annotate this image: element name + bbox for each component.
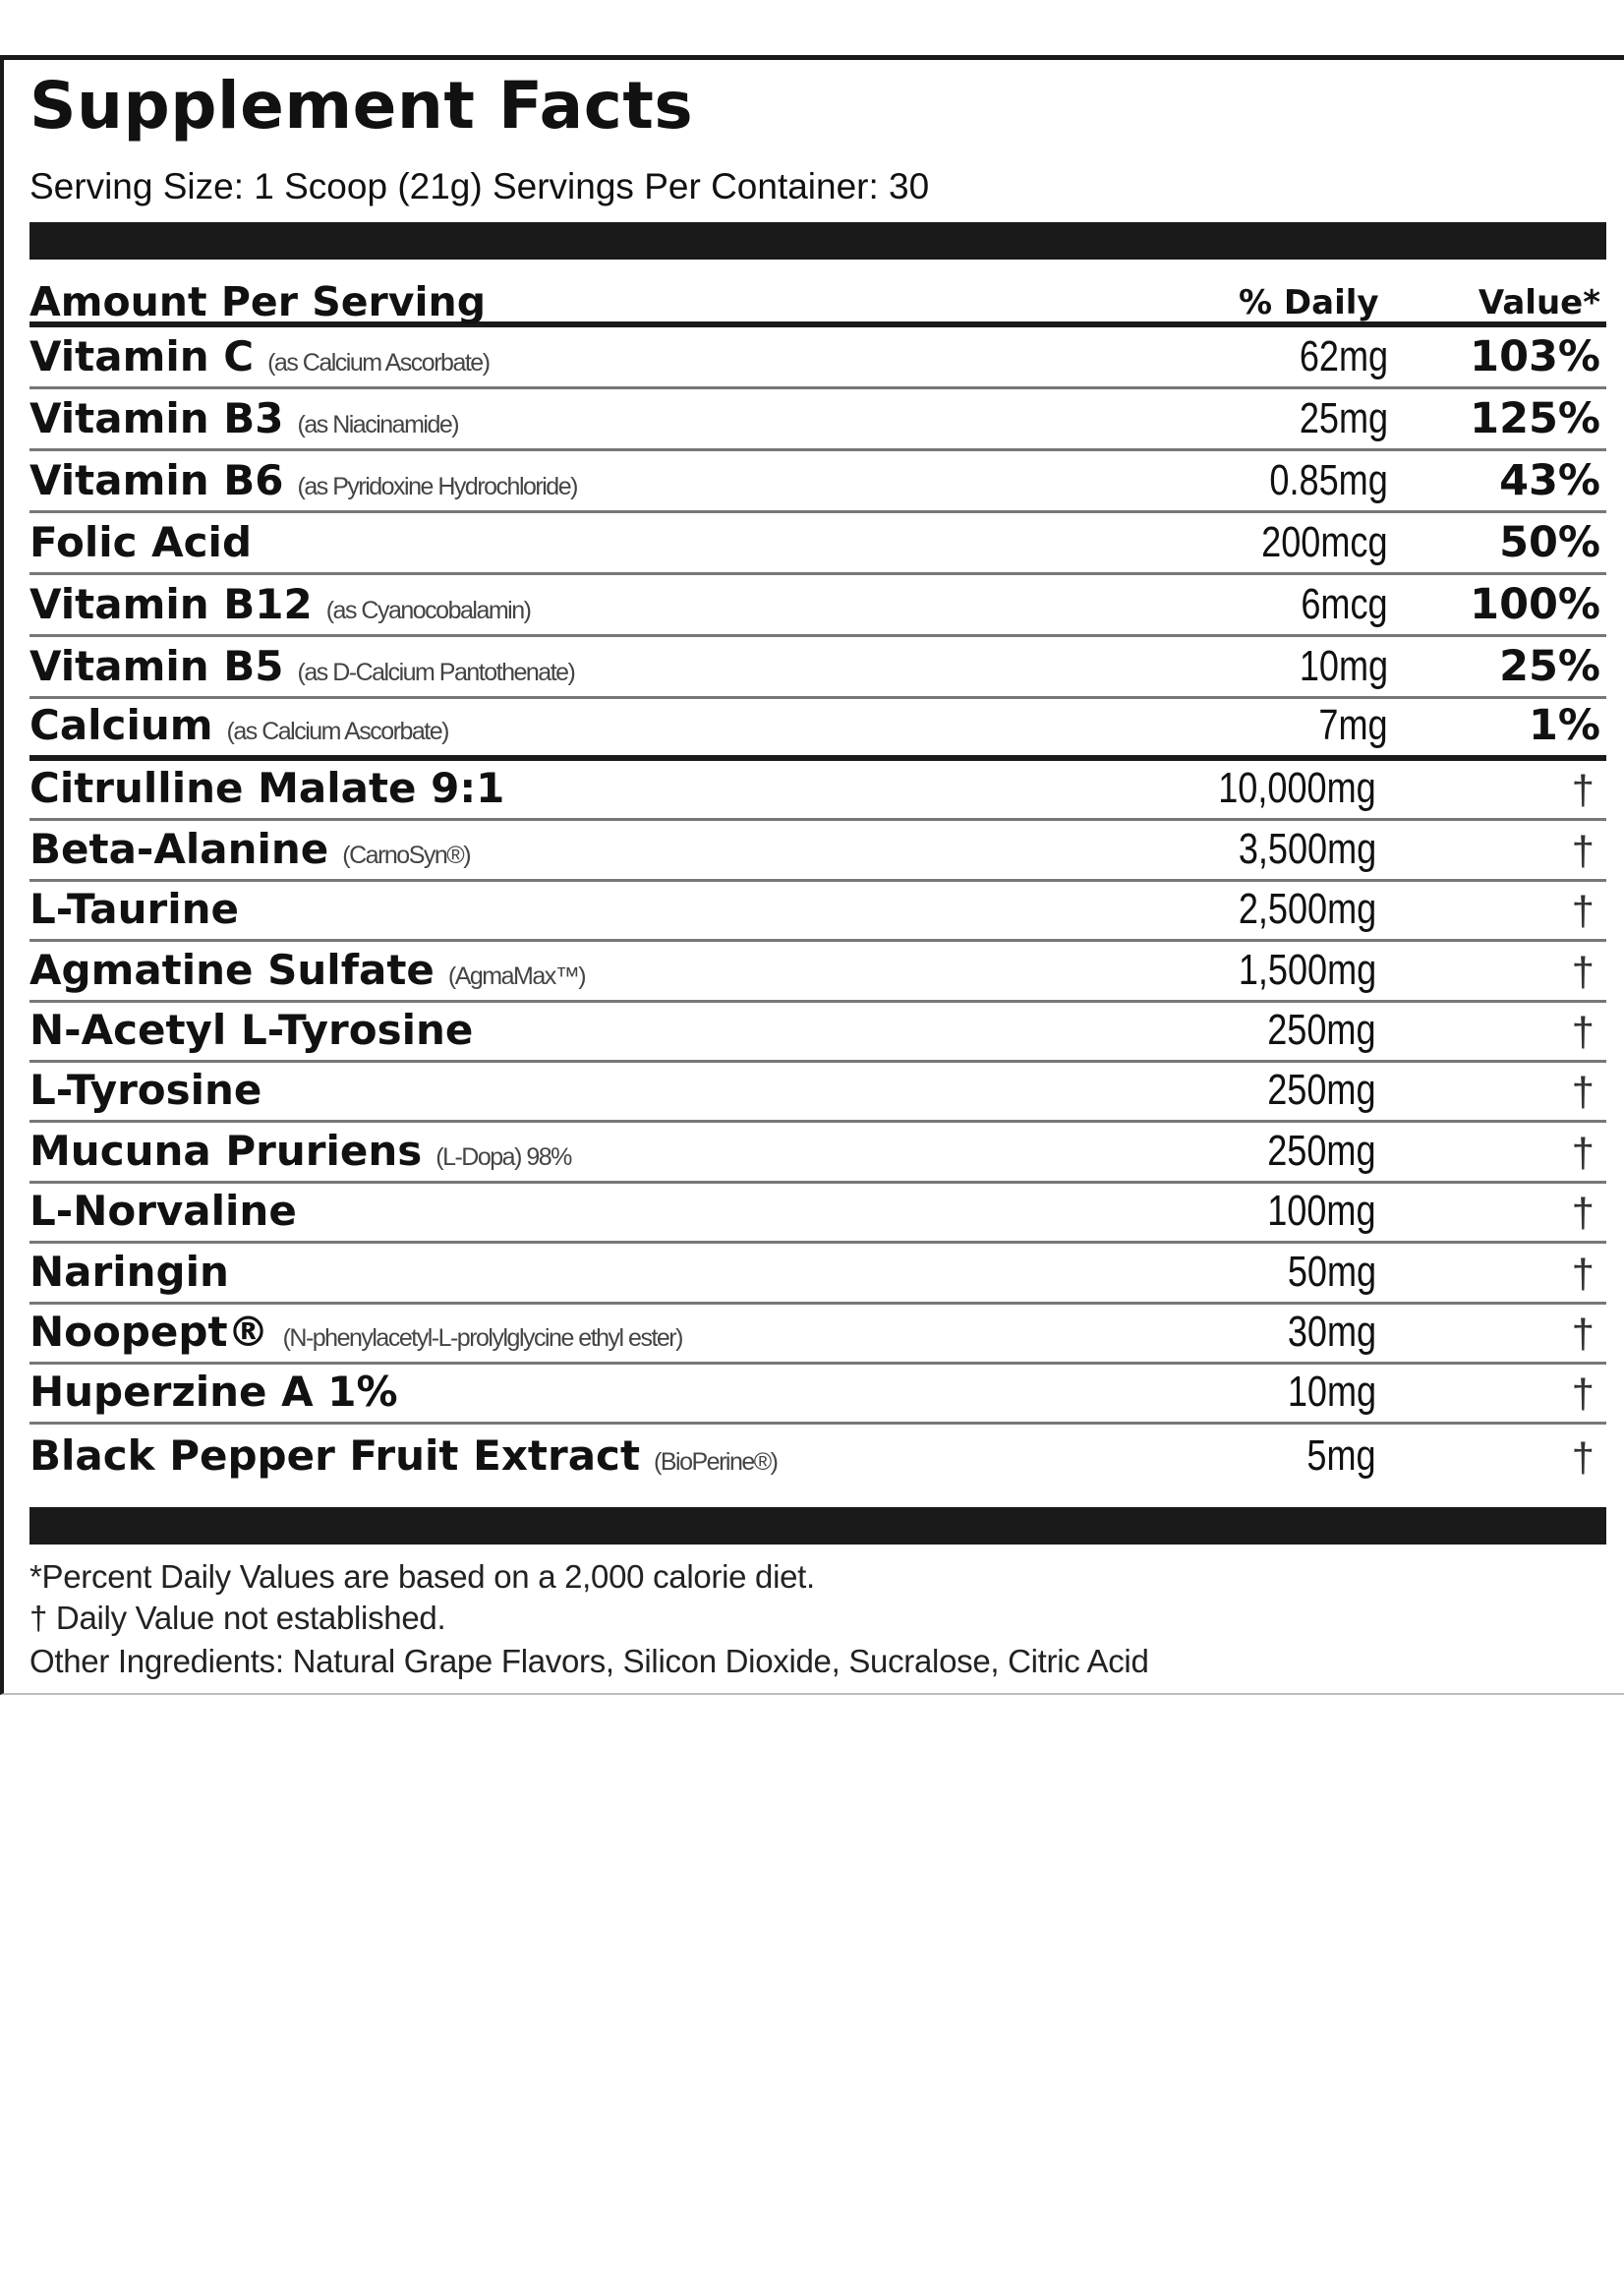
nutrient-name [29, 456, 577, 504]
nutrient-amount: 2,500mg [1238, 885, 1376, 934]
nutrient-name [29, 764, 518, 812]
daily-value-percent: 43% [1499, 456, 1600, 505]
daily-value-dagger: † [1571, 1190, 1595, 1237]
nutrient-name-text: Citrulline Malate 9:1 [29, 764, 505, 813]
nutrient-amount: 1,500mg [1238, 945, 1376, 994]
ingredient-row [29, 1123, 1606, 1183]
nutrient-amount: 7mg [1318, 701, 1388, 749]
nutrient-amount: 30mg [1287, 1307, 1376, 1356]
daily-value-dagger: † [1571, 1069, 1595, 1116]
ingredient-row [29, 882, 1606, 942]
nutrient-name-text: L-Taurine [29, 885, 239, 934]
daily-value-percent: 50% [1499, 518, 1600, 567]
nutrient-name [29, 885, 253, 933]
nutrient-name-text: L-Norvaline [29, 1187, 297, 1236]
ingredient-row [29, 1003, 1606, 1063]
ingredient-row [29, 761, 1606, 821]
vitamin-row [29, 513, 1606, 575]
daily-value-percent: 1% [1528, 701, 1600, 750]
nutrient-source-note: (AgmaMax™) [447, 962, 586, 990]
nutrient-amount: 50mg [1287, 1247, 1376, 1296]
nutrient-source-note: (L-Dopa) 98% [435, 1142, 571, 1171]
nutrient-name [29, 642, 574, 690]
nutrient-source-note: (as Niacinamide) [297, 411, 459, 438]
vitamin-row [29, 699, 1606, 761]
nutrient-source-note: (as Cyanocobalamin) [325, 597, 531, 624]
nutrient-amount: 5mg [1306, 1430, 1376, 1480]
nutrient-source-note: (CarnoSyn®) [342, 841, 471, 869]
nutrient-amount: 25mg [1299, 394, 1388, 442]
nutrient-name-text: Noopept® [29, 1307, 269, 1356]
nutrient-name-text: Calcium [29, 701, 213, 749]
nutrient-name [29, 580, 530, 628]
ingredient-row [29, 1425, 1606, 1485]
nutrient-name [29, 1006, 487, 1054]
nutrient-name [29, 701, 448, 749]
nutrient-amount: 100mg [1267, 1187, 1376, 1236]
nutrient-name-text: Mucuna Pruriens [29, 1126, 423, 1175]
nutrient-name [29, 1187, 311, 1235]
footnote-not-established: † Daily Value not established. [29, 1600, 446, 1636]
nutrient-name [29, 394, 458, 442]
ingredient-row [29, 1063, 1606, 1123]
ingredient-row [29, 1305, 1606, 1365]
daily-value-dagger: † [1571, 827, 1595, 874]
nutrient-name-text: Naringin [29, 1247, 229, 1296]
vitamin-row [29, 637, 1606, 699]
nutrient-name-text: Folic Acid [29, 518, 253, 566]
footnote-percent-dv: *Percent Daily Values are based on a 2,000 calorie diet. [29, 1558, 815, 1595]
nutrient-name [29, 1308, 682, 1356]
nutrient-name [29, 825, 470, 873]
serving-info: Serving Size: 1 Scoop (21g) Servings Per Container: 30 [29, 166, 930, 206]
nutrient-amount: 250mg [1267, 1066, 1376, 1115]
nutrient-name [29, 518, 265, 566]
daily-value-dagger: † [1571, 1433, 1595, 1481]
nutrient-source-note: (as D-Calcium Pantothenate) [297, 659, 575, 686]
nutrient-name-text: Huperzine A 1% [29, 1368, 398, 1417]
nutrient-name-text: Vitamin C [29, 332, 255, 380]
ingredient-row [29, 1365, 1606, 1425]
daily-value-dagger: † [1571, 1310, 1595, 1357]
nutrient-name-text: Vitamin B5 [29, 642, 284, 690]
vitamin-row [29, 575, 1606, 637]
nutrient-name-text: N-Acetyl L-Tyrosine [29, 1005, 474, 1054]
value-label: Value* [1478, 283, 1600, 322]
nutrient-amount: 10,000mg [1218, 764, 1376, 813]
nutrient-amount: 62mg [1299, 332, 1388, 380]
nutrient-source-note: (N-phenylacetyl-L-prolylglycine ethyl ester) [282, 1323, 682, 1352]
daily-value-dagger: † [1571, 1008, 1595, 1055]
nutrient-name [29, 946, 585, 994]
vitamin-row [29, 389, 1606, 451]
nutrient-rows [29, 327, 1606, 1486]
daily-value-dagger: † [1571, 948, 1595, 995]
panel-title: Supplement Facts [29, 68, 694, 144]
nutrient-name-text: Agmatine Sulfate [29, 945, 435, 994]
column-header [29, 270, 1606, 327]
nutrient-name-text: Vitamin B6 [29, 456, 284, 504]
nutrient-name [29, 1368, 412, 1416]
other-ingredients: Other Ingredients: Natural Grape Flavors, Silicon Dioxide, Sucralose, Citric Acid [29, 1643, 1149, 1679]
ingredient-row [29, 1184, 1606, 1244]
nutrient-source-note: (as Pyridoxine Hydrochloride) [297, 473, 577, 500]
nutrient-amount: 250mg [1267, 1005, 1376, 1054]
daily-value-percent: 25% [1499, 642, 1600, 691]
daily-value-dagger: † [1571, 1250, 1595, 1297]
supplement-facts-panel [0, 55, 1624, 1695]
nutrient-name-text: Vitamin B12 [29, 580, 313, 628]
nutrient-amount: 250mg [1267, 1126, 1376, 1175]
nutrient-name [29, 1127, 571, 1175]
ingredient-row [29, 821, 1606, 881]
nutrient-amount: 10mg [1299, 642, 1388, 690]
nutrient-amount: 10mg [1287, 1368, 1376, 1417]
daily-value-percent: 100% [1470, 580, 1600, 629]
percent-daily-label: % Daily [1239, 283, 1379, 322]
nutrient-amount: 3,500mg [1238, 824, 1376, 873]
nutrient-name-text: L-Tyrosine [29, 1066, 262, 1115]
top-divider-bar [29, 222, 1606, 260]
vitamin-row [29, 451, 1606, 513]
amount-per-serving-label: Amount Per Serving [29, 278, 487, 325]
nutrient-amount: 0.85mg [1269, 456, 1388, 504]
daily-value-dagger: † [1571, 767, 1595, 814]
nutrient-source-note: (as Calcium Ascorbate) [226, 718, 448, 745]
nutrient-amount: 6mcg [1301, 580, 1388, 628]
daily-value-percent: 103% [1470, 332, 1600, 381]
daily-value-dagger: † [1571, 1129, 1595, 1176]
vitamin-row [29, 327, 1606, 389]
ingredient-row [29, 1244, 1606, 1304]
nutrient-name-text: Beta-Alanine [29, 824, 329, 873]
nutrient-name-text: Black Pepper Fruit Extract [29, 1430, 641, 1480]
daily-value-percent: 125% [1470, 394, 1600, 443]
nutrient-name [29, 1431, 778, 1480]
nutrient-name [29, 1248, 243, 1296]
ingredient-row [29, 942, 1606, 1002]
nutrient-name [29, 1066, 275, 1114]
bottom-divider-bar [29, 1507, 1606, 1545]
nutrient-name-text: Vitamin B3 [29, 394, 284, 442]
daily-value-dagger: † [1571, 1370, 1595, 1418]
nutrient-source-note: (BioPerine®) [654, 1447, 778, 1476]
daily-value-dagger: † [1571, 888, 1595, 935]
nutrient-source-note: (as Calcium Ascorbate) [267, 349, 490, 377]
nutrient-name [29, 332, 490, 380]
nutrient-amount: 200mcg [1261, 518, 1388, 566]
